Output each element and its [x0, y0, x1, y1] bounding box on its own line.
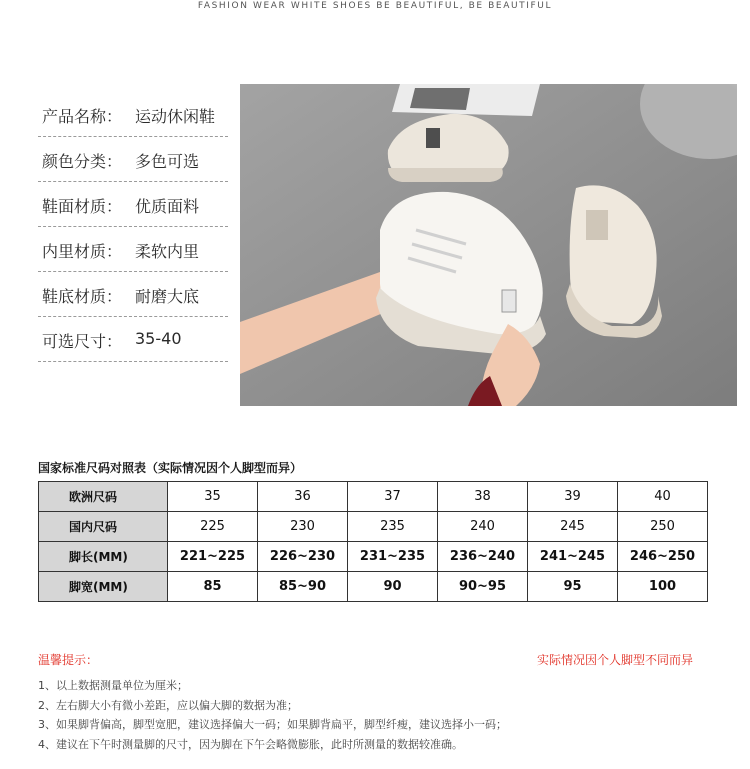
table-cell: 35 — [168, 482, 258, 512]
table-cell: 235 — [348, 512, 438, 542]
table-cell: 225 — [168, 512, 258, 542]
table-cell: 100 — [618, 572, 708, 602]
table-cell: 226~230 — [258, 542, 348, 572]
product-photo — [240, 84, 737, 406]
sneaker-photo-illustration — [240, 84, 737, 406]
spec-value: 柔软内里 — [135, 242, 200, 261]
table-cell: 85~90 — [258, 572, 348, 602]
spec-value: 多色可选 — [135, 152, 200, 171]
spec-row-size — [38, 317, 228, 362]
table-cell: 245 — [528, 512, 618, 542]
row-header: 脚宽(MM) — [39, 572, 168, 602]
size-table-title: 国家标准尺码对照表（实际情况因个人脚型而异） — [38, 461, 303, 475]
spec-value: 运动休闲鞋 — [135, 107, 216, 126]
table-cell: 240 — [438, 512, 528, 542]
table-cell: 246~250 — [618, 542, 708, 572]
spec-row-color — [38, 137, 228, 182]
spec-label: 内里材质： — [42, 242, 123, 261]
spec-label: 产品名称： — [42, 107, 123, 126]
table-cell: 85 — [168, 572, 258, 602]
table-cell: 37 — [348, 482, 438, 512]
table-cell: 90 — [348, 572, 438, 602]
spec-value: 35-40 — [135, 329, 182, 348]
table-row-foot-length — [39, 542, 708, 572]
spec-row-sole — [38, 272, 228, 317]
table-cell: 241~245 — [528, 542, 618, 572]
spec-label: 鞋底材质： — [42, 287, 123, 306]
table-row-cn — [39, 512, 708, 542]
spec-row-name — [38, 92, 228, 137]
spec-value: 优质面料 — [135, 197, 200, 216]
tips-right-note: 实际情况因个人脚型不同而异 — [536, 653, 693, 667]
spec-row-lining — [38, 227, 228, 272]
table-row-foot-width — [39, 572, 708, 602]
note-item: 2、左右脚大小有微小差距，应以偏大脚的数据为准； — [38, 698, 298, 712]
note-item: 3、如果脚背偏高，脚型宽肥，建议选择偏大一码；如果脚背扁平，脚型纤瘦，建议选择小一码； — [38, 718, 507, 731]
table-cell: 236~240 — [438, 542, 528, 572]
table-cell: 38 — [438, 482, 528, 512]
table-cell: 39 — [528, 482, 618, 512]
tagline: FASHION WEAR WHITE SHOES BE BEAUTIFUL, BE BEAUTIFUL — [197, 1, 553, 11]
table-cell: 40 — [618, 482, 708, 512]
tips-notes — [38, 676, 507, 754]
product-specs — [38, 92, 228, 362]
spec-label: 可选尺寸： — [42, 332, 123, 351]
spec-label: 鞋面材质： — [42, 197, 123, 216]
table-cell: 90~95 — [438, 572, 528, 602]
spec-label: 颜色分类： — [42, 152, 123, 171]
tips-title: 温馨提示： — [38, 653, 99, 667]
table-cell: 221~225 — [168, 542, 258, 572]
spec-value: 耐磨大底 — [135, 287, 200, 306]
row-header: 欧洲尺码 — [39, 482, 168, 512]
table-cell: 36 — [258, 482, 348, 512]
spec-row-upper — [38, 182, 228, 227]
size-chart-table — [38, 481, 708, 602]
row-header: 脚长(MM) — [39, 542, 168, 572]
table-row-eu — [39, 482, 708, 512]
row-header: 国内尺码 — [39, 512, 168, 542]
table-cell: 95 — [528, 572, 618, 602]
table-cell: 230 — [258, 512, 348, 542]
note-item: 1、以上数据测量单位为厘米； — [38, 679, 188, 692]
table-cell: 231~235 — [348, 542, 438, 572]
table-cell: 250 — [618, 512, 708, 542]
note-item: 4、建议在下午时测量脚的尺寸，因为脚在下午会略微膨胀，此时所测量的数据较准确。 — [38, 737, 463, 751]
